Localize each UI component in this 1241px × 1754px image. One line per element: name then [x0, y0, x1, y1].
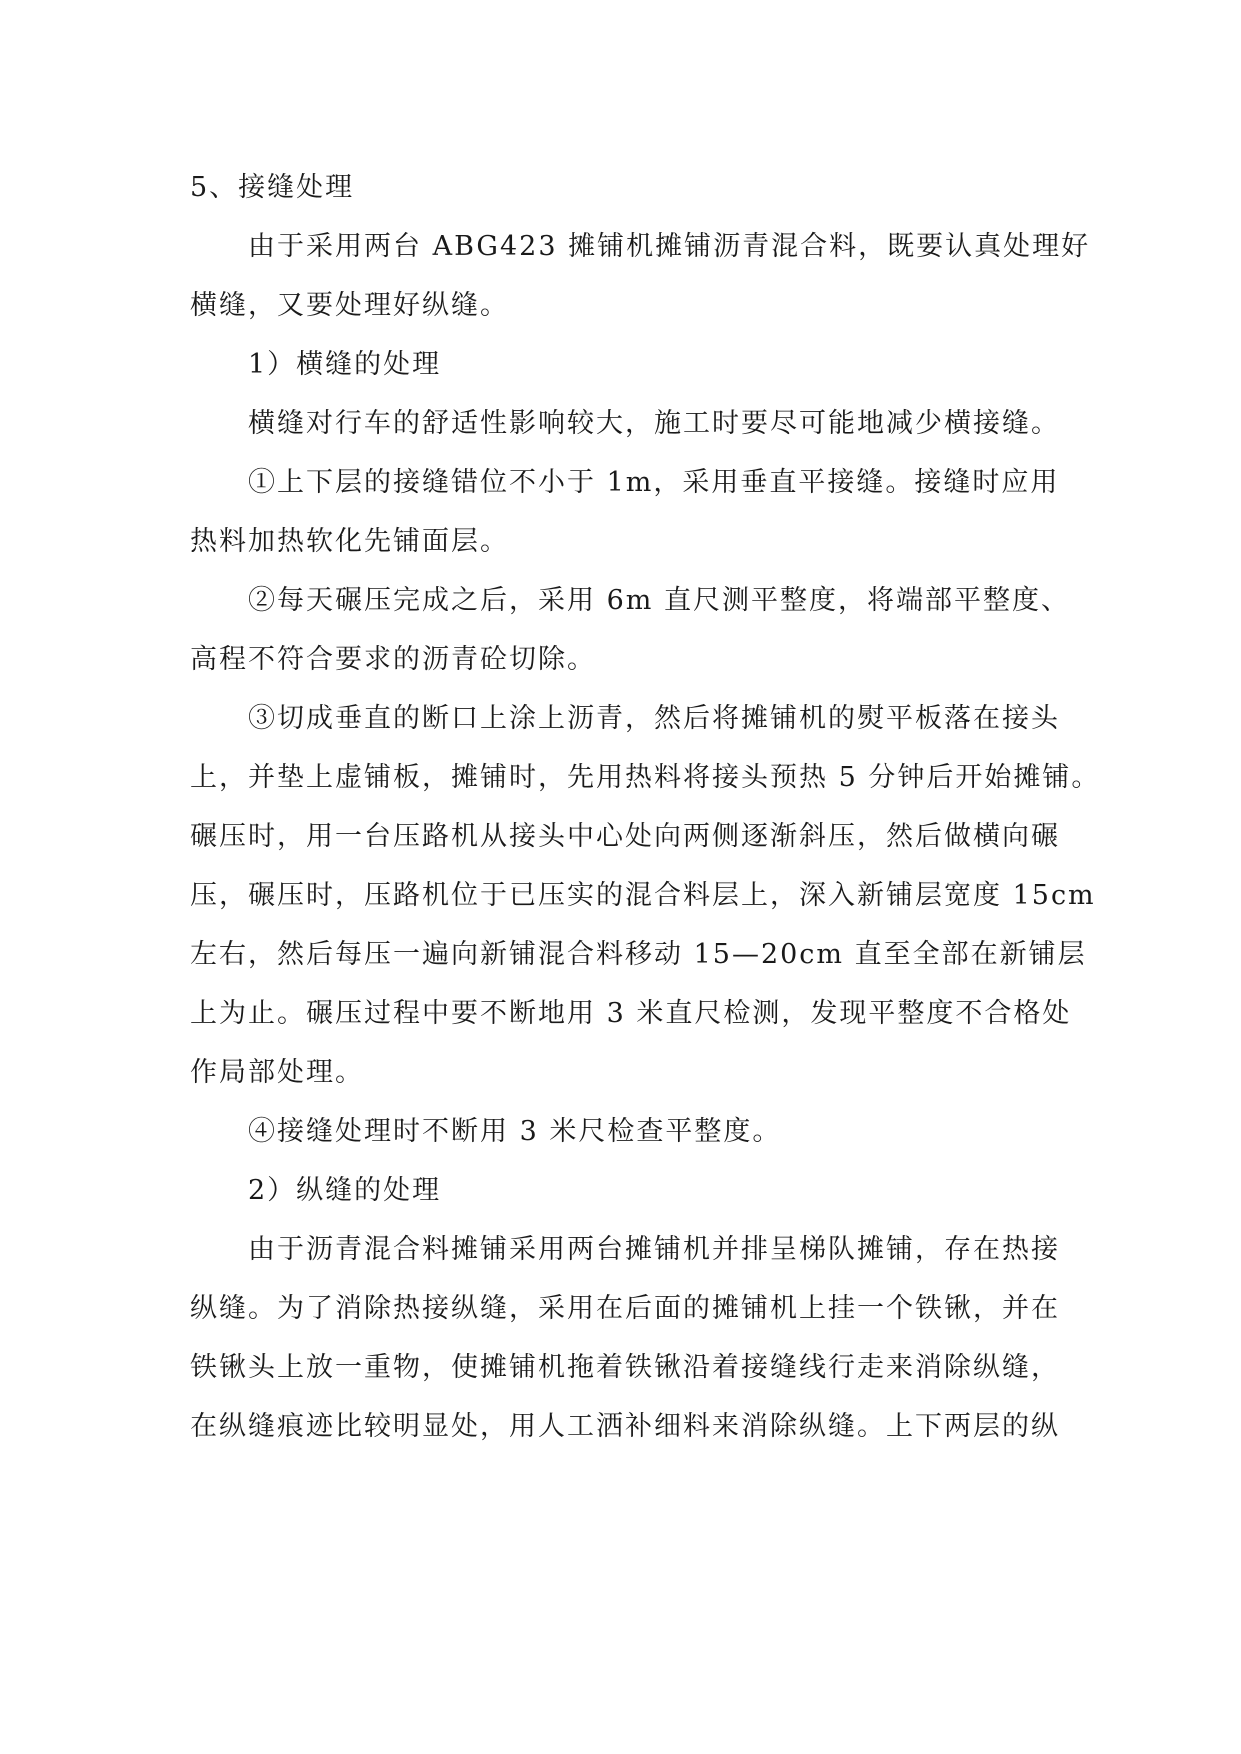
paragraph-line: 由于沥青混合料摊铺采用两台摊铺机并排呈梯队摊铺，存在热接	[248, 1234, 1060, 1265]
paragraph-line: 左右，然后每压一遍向新铺混合料移动 15—20cm 直至全部在新铺层	[190, 939, 1087, 970]
paragraph-line: 铁锹头上放一重物，使摊铺机拖着铁锹沿着接缝线行走来消除纵缝，	[190, 1352, 1060, 1383]
paragraph-line: 在纵缝痕迹比较明显处，用人工洒补细料来消除纵缝。上下两层的纵	[190, 1411, 1060, 1442]
paragraph-line: 压，碾压时，压路机位于已压实的混合料层上，深入新铺层宽度 15cm	[190, 880, 1096, 911]
paragraph-line: 上，并垫上虚铺板，摊铺时，先用热料将接头预热 5 分钟后开始摊铺。	[190, 762, 1101, 793]
paragraph-line: ①上下层的接缝错位不小于 1m，采用垂直平接缝。接缝时应用	[248, 467, 1060, 498]
paragraph-line: 横缝对行车的舒适性影响较大，施工时要尽可能地减少横接缝。	[248, 408, 1060, 439]
paragraph-line: ③切成垂直的断口上涂上沥青，然后将摊铺机的熨平板落在接头	[248, 703, 1060, 734]
paragraph-line: ②每天碾压完成之后，采用 6m 直尺测平整度，将端部平整度、	[248, 585, 1070, 616]
subsection-heading: 1）横缝的处理	[248, 349, 442, 380]
paragraph-line: 由于采用两台 ABG423 摊铺机摊铺沥青混合料，既要认真处理好	[248, 231, 1091, 262]
paragraph-line: 横缝，又要处理好纵缝。	[190, 290, 509, 321]
paragraph-line: 高程不符合要求的沥青砼切除。	[190, 644, 596, 675]
paragraph-line: ④接缝处理时不断用 3 米尺检查平整度。	[248, 1116, 782, 1147]
section-heading: 5、接缝处理	[190, 172, 355, 203]
paragraph-line: 纵缝。为了消除热接纵缝，采用在后面的摊铺机上挂一个铁锹，并在	[190, 1293, 1060, 1324]
paragraph-line: 热料加热软化先铺面层。	[190, 526, 509, 557]
paragraph-line: 碾压时，用一台压路机从接头中心处向两侧逐渐斜压，然后做横向碾	[190, 821, 1060, 852]
document-body	[190, 158, 1101, 1456]
subsection-heading: 2）纵缝的处理	[248, 1175, 442, 1206]
paragraph-line: 作局部处理。	[190, 1057, 364, 1088]
paragraph-line: 上为止。碾压过程中要不断地用 3 米直尺检测，发现平整度不合格处	[190, 998, 1072, 1029]
